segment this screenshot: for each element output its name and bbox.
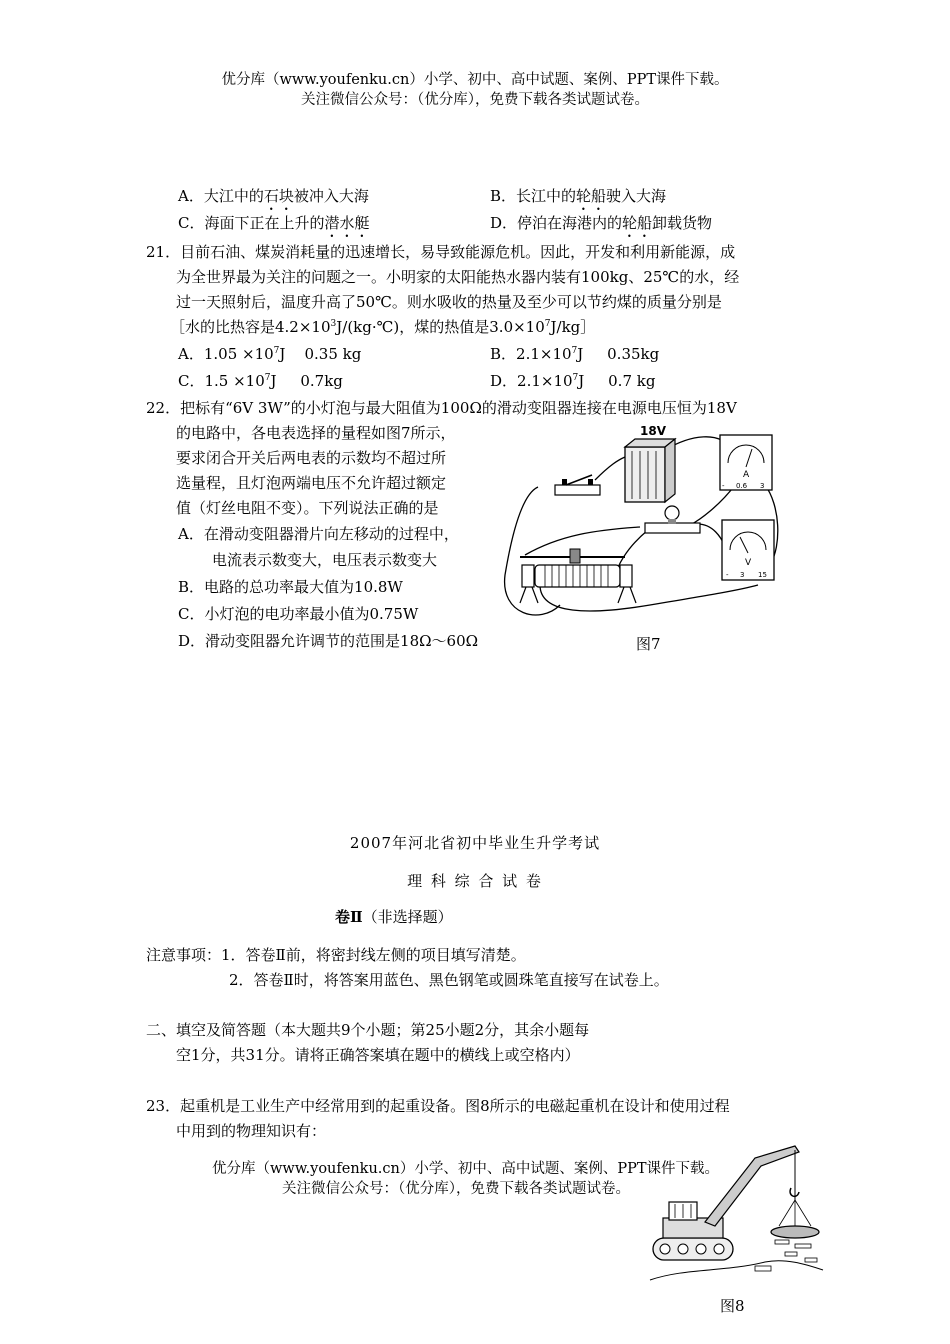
header-line-2: 关注微信公众号：（优分库），免费下载各类试题试卷。 [301, 92, 649, 108]
q21-line-4: ［水的比热容是$4.2\times 10^3J/(kg\cdot℃)$，煤的热值是$3.0\times 10^7J/kg]$ [170, 318, 596, 336]
scrap-piece [795, 1244, 811, 1248]
q20-option-d: D．停泊在海港内的轮船卸载货物 [490, 214, 713, 232]
q22-line-4: 选量程，且灯泡两端电压不允许超过额定 [176, 474, 447, 492]
q20-option-c: C．海面下正在上升的潜水艇 [178, 214, 370, 232]
notice-1: 注意事项：1．答卷Ⅱ前，将密封线左侧的项目填写清楚。 [146, 946, 526, 964]
ground [650, 1261, 823, 1280]
q22-line-5: 值（灯丝电阻不变）。下列说法正确的是 [176, 499, 439, 517]
header-line-1: 优分库（www.youfenku.cn）小学、初中、高中试题、案例、PPT课件下载。 [221, 72, 729, 88]
track-wheel [696, 1244, 706, 1254]
track-wheel [660, 1244, 670, 1254]
volume-heading: 卷Ⅱ（非选择题） [335, 908, 453, 926]
ammeter-terminal-neg: - [722, 482, 725, 490]
ammeter [720, 435, 772, 490]
voltmeter-symbol: V [745, 558, 752, 568]
q21-line-3: 过一天照射后，温度升高了50℃。则水吸收的热量及至少可以节约煤的质量分别是 [176, 293, 722, 311]
q22-option-b: B．电路的总功率最大值为10.8W [178, 578, 403, 596]
q20-option-b: B．长江中的轮船驶入大海 [490, 187, 667, 205]
wire [690, 485, 735, 525]
figure-8-caption: 图8 [720, 1297, 745, 1315]
ammeter-terminal-3: 3 [760, 482, 765, 490]
q22-line-3: 要求闭合开关后两电表的示数均不超过所 [176, 449, 447, 467]
part2-heading-line-2: 空1分，共31分。请将正确答案填在题中的横线上或空格内） [176, 1046, 580, 1064]
notice-2: 2．答卷Ⅱ时，将答案用蓝色、黑色钢笔或圆珠笔直接写在试卷上。 [229, 971, 669, 989]
q22-line-1: 22．把标有“6V 3W”的小灯泡与最大阻值为100Ω的滑动变阻器连接在电源电压恒为18V [146, 399, 737, 417]
footer-line-1: 优分库（www.youfenku.cn）小学、初中、高中试题、案例、PPT课件下载。 [212, 1161, 720, 1177]
figure-7-circuit [500, 425, 790, 630]
voltmeter [722, 520, 774, 580]
q21-option-d: D．$2.1\times 10^7J$ 0.7 kg [490, 372, 656, 390]
battery [625, 424, 675, 502]
q20-option-a: A．大江中的石块被冲入大海 [178, 187, 369, 205]
voltmeter-terminal-15: 15 [758, 571, 767, 579]
wire [525, 527, 640, 555]
voltmeter-terminal-3: 3 [740, 571, 745, 579]
voltmeter-terminal-neg: - [726, 571, 729, 579]
exam-title: 2007年河北省初中毕业生升学考试 [349, 834, 601, 852]
figure-7-caption: 图7 [636, 635, 661, 653]
q22-line-2: 的电路中，各电表选择的量程如图7所示， [176, 424, 456, 442]
paper-title: 理 科 综 合 试 卷 [407, 872, 543, 890]
scrap-piece [805, 1258, 817, 1262]
crane-boom [705, 1146, 799, 1226]
ammeter-symbol: A [743, 470, 750, 480]
wire [540, 585, 758, 611]
q23-line-1: 23．起重机是工业生产中经常用到的起重设备。图8所示的电磁起重机在设计和使用过程 [146, 1097, 730, 1115]
q22-option-a-line-1: A．在滑动变阻器滑片向左移动的过程中， [178, 525, 459, 543]
ammeter-terminal-0.6: 0.6 [736, 482, 748, 490]
q22-option-d: D．滑动变阻器允许调节的范围是18Ω～60Ω [178, 632, 479, 650]
q21-line-1: 21．目前石油、煤炭消耗量的迅速增长，易导致能源危机。因此，开发和利用新能源，成 [146, 243, 736, 261]
q21-option-b: B．$2.1\times 10^7J$ 0.35kg [490, 345, 660, 363]
electromagnet [771, 1226, 819, 1238]
q21-option-a: A．$1.05 \times 10^7J$ 0.35 kg [178, 345, 362, 363]
scrap-piece [775, 1240, 789, 1244]
lamp [645, 506, 700, 533]
figure-8-crane [645, 1140, 825, 1290]
part2-heading-line-1: 二、填空及简答题（本大题共9个小题；第25小题2分，其余小题每 [146, 1021, 590, 1039]
q23-line-2: 中用到的物理知识有： [176, 1122, 327, 1140]
q22-option-c: C．小灯泡的电功率最小值为0.75W [178, 605, 419, 623]
footer-line-2: 关注微信公众号：（优分库），免费下载各类试题试卷。 [282, 1181, 630, 1197]
q21-option-c: C．$1.5 \times 10^7J$ 0.7kg [178, 372, 343, 390]
wire [595, 457, 625, 480]
battery-label: 18V [640, 424, 666, 438]
q22-option-a-line-2: 电流表示数变大，电压表示数变大 [212, 551, 438, 569]
scrap-piece [785, 1252, 797, 1256]
track-wheel [714, 1244, 724, 1254]
switch [555, 475, 600, 495]
track-wheel [678, 1244, 688, 1254]
rheostat [520, 549, 636, 603]
scrap-piece [755, 1266, 771, 1271]
q21-line-2: 为全世界最为关注的问题之一。小明家的太阳能热水器内装有100kg、25℃的水，经 [176, 268, 740, 286]
